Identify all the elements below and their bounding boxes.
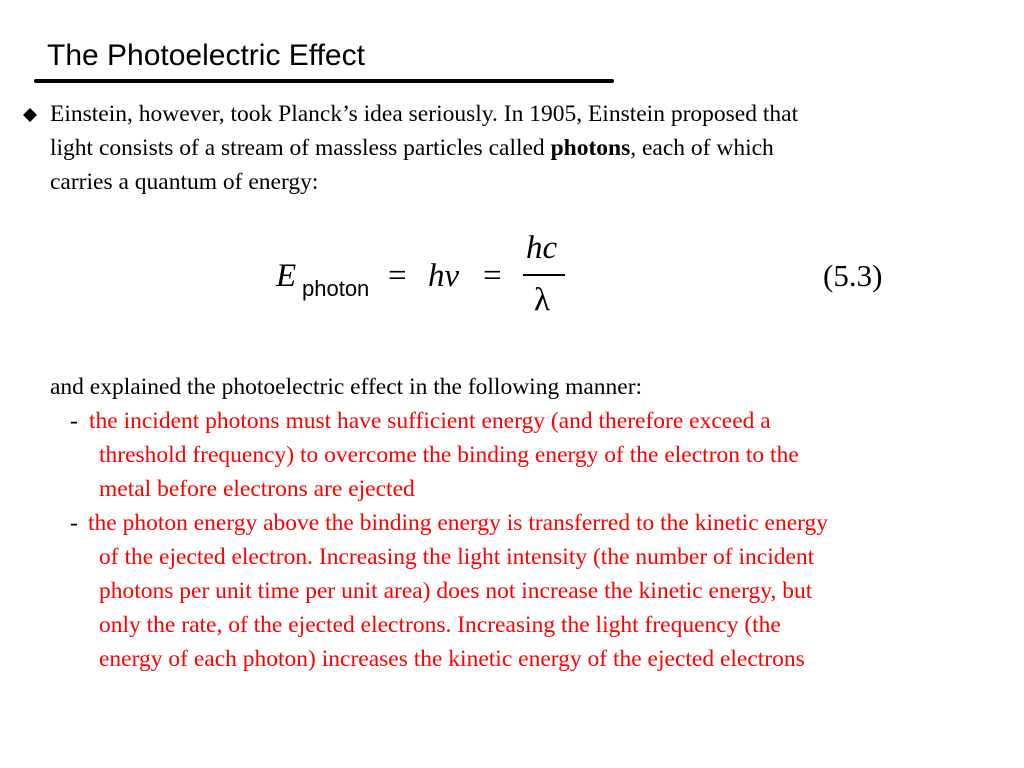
item-2-line-1: the photon energy above the binding energy is transferred to the kinetic energy [88,510,829,536]
equation-denominator: λ [534,282,551,318]
equation-energy-symbol: E [276,258,297,294]
equation-subscript: photon [302,276,370,301]
item-2-dash: - [70,510,78,536]
intro-line-2-end: , each of which [630,135,774,161]
explanation-intro: and explained the photoelectric effect in the following manner: [50,374,643,400]
equation-numerator: hc [526,230,558,266]
item-1-line-2: threshold frequency) to overcome the binding energy of the electron to the [99,442,799,468]
intro-line-2-start: light consists of a stream of massless particles called [50,135,551,161]
intro-line-3: carries a quantum of energy: [50,169,319,195]
item-2-line-5: energy of each photon) increases the kinetic energy of the ejected electrons [99,646,805,672]
slide-title: The Photoelectric Effect [47,39,365,72]
item-2-line-4: only the rate, of the ejected electrons. Increasing the light frequency (the [99,612,781,638]
photons-term: photons [550,135,631,161]
item-1-line-1: the incident photons must have sufficient energy (and therefore exceed a [89,408,771,434]
intro-line-1: Einstein, however, took Planck’s idea seriously. In 1905, Einstein proposed that [50,101,799,127]
item-2-line-2: of the ejected electron. Increasing the light intensity (the number of incident [99,544,815,570]
equation-equals-2: = [483,258,502,294]
equation-number: (5.3) [823,258,883,293]
item-1-line-3: metal before electrons are ejected [99,476,415,502]
item-2-line-3: photons per unit time per unit area) does not increase the kinetic energy, but [99,578,813,604]
equation-equals-1: = [388,258,407,294]
equation-h-nu: hν [428,258,460,294]
item-1-dash: - [70,408,78,434]
